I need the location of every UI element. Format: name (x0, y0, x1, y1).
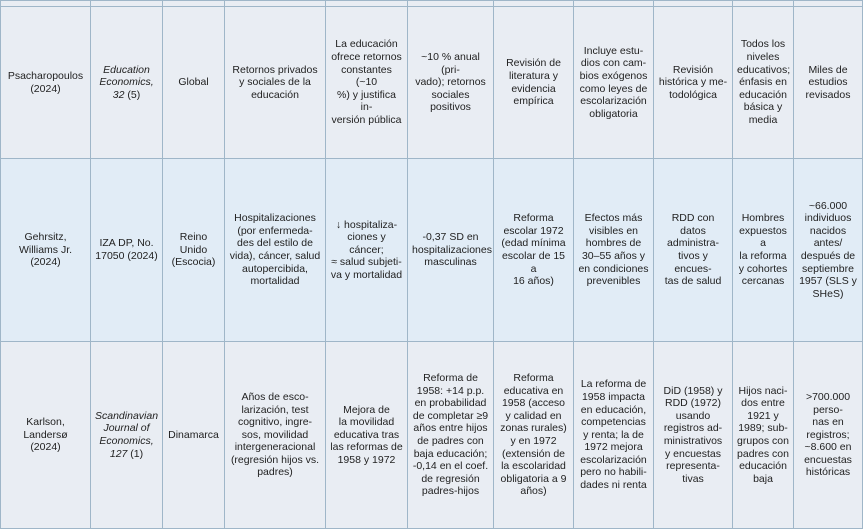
source-cell (91, 342, 163, 529)
finding-cell: Mejora de la movilidad educativa tras las reformas de 1958 y 1972 (326, 342, 408, 529)
sample-cell: Miles de estudios revisados (794, 7, 863, 159)
author-cell: Karlson, Landersø (2024) (1, 342, 91, 529)
heterogeneity-cell: Incluye estu- dios con cam- bios exógenos como leyes de escolarización obligatoria (574, 7, 654, 159)
variation-source-cell: Reforma escolar 1972 (edad mínima escolar de 15 a 16 años) (494, 159, 574, 342)
heterogeneity-cell: La reforma de 1958 impacta en educación, competencias y renta; la de 1972 mejora escolarización pero no habili- dades ni renta (574, 342, 654, 529)
finding-cell: La educación ofrece retornos constantes (~10 %) y justifica in- versión pública (326, 7, 408, 159)
source-cell (91, 7, 163, 159)
effect-cell: Reforma de 1958: +14 p.p. en probabilidad de completar ≥9 años entre hijos de padres con baja educación; -0,14 en el coef. de regresión padres-hijos (408, 342, 494, 529)
variation-source-cell: Revisión de literatura y evidencia empírica (494, 7, 574, 159)
journal-issue: (5) (124, 88, 141, 101)
effect-cell: -0,37 SD en hospitalizaciones masculinas (408, 159, 494, 342)
journal-name: Education Economics, 32 (99, 63, 154, 101)
method-cell: Revisión histórica y me- todológica (654, 7, 733, 159)
heterogeneity-cell: Efectos más visibles en hombres de 30–55 años y en condiciones prevenibles (574, 159, 654, 342)
method-cell: RDD con datos administra- tivos y encues- tas de salud (654, 159, 733, 342)
effect-cell: ~10 % anual (pri- vado); retornos sociales positivos (408, 7, 494, 159)
region-cell: Global (163, 7, 225, 159)
table-row (1, 7, 863, 159)
variation-source-cell: Reforma educativa en 1958 (acceso y calidad en zonas rurales) y en 1972 (extensión de la escolaridad obligatoria a 9 años) (494, 342, 574, 529)
method-cell: DiD (1958) y RDD (1972) usando registros ad- ministrativos y encuestas representa- tivas (654, 342, 733, 529)
author-cell: Psacharopoulos (2024) (1, 7, 91, 159)
table-row (1, 159, 863, 342)
population-cell: Hombres expuestos a la reforma y cohortes cercanas (733, 159, 794, 342)
outcome-cell: Años de esco- larización, test cognitivo, ingre- sos, movilidad intergeneracional (regresión hijos vs. padres) (225, 342, 326, 529)
outcome-cell: Hospitalizaciones (por enfermeda- des del estilo de vida), cáncer, salud autopercibida, mortalidad (225, 159, 326, 342)
source-cell: IZA DP, No. 17050 (2024) (91, 159, 163, 342)
journal-name: Scandinavian Journal of Economics, 127 (95, 409, 159, 460)
table-row (1, 342, 863, 529)
sample-cell: ~66.000 individuos nacidos antes/ después de septiembre 1957 (SLS y SHeS) (794, 159, 863, 342)
population-cell: Todos los niveles educativos; énfasis en educación básica y media (733, 7, 794, 159)
journal-issue: (1) (127, 447, 144, 460)
finding-cell: ↓ hospitaliza- ciones y cáncer; ≈ salud subjeti- va y mortalidad (326, 159, 408, 342)
author-cell: Gehrsitz, Williams Jr. (2024) (1, 159, 91, 342)
region-cell: Dinamarca (163, 342, 225, 529)
outcome-cell: Retornos privados y sociales de la educación (225, 7, 326, 159)
population-cell: Hijos naci- dos entre 1921 y 1989; sub- grupos con padres con educación baja (733, 342, 794, 529)
region-cell: Reino Unido (Escocia) (163, 159, 225, 342)
sample-cell: >700.000 perso- nas en registros; ~8.600 en encuestas históricas (794, 342, 863, 529)
